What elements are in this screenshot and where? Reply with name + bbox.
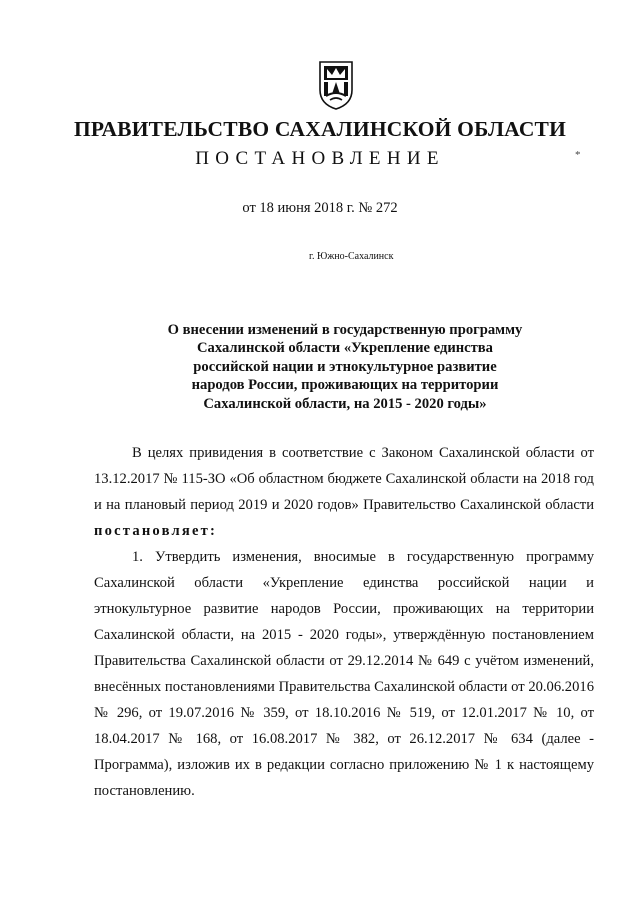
subject-line: народов России, проживающих на территории xyxy=(191,377,499,394)
city-line: г. Южно-Сахалинск xyxy=(309,251,394,262)
preamble-text: В целях привидения в соответствие с Законом Сахалинской области от 13.12.2017 № 115-ЗО «Об областном бюджете Сахалинской области на 2018 год и на плановый период 2019 и 2020 годов» Правительство Сахалинской области xyxy=(94,445,594,513)
clause-1-paragraph: 1. Утвердить изменения, вносимые в государственную программу Сахалинской области «Укрепление единства российской нации и этнокультурное развитие народов России, проживающих на территории Сахалинской области, на 2015 - 2020 годы», утверждённую постановлением Правительства Сахалинской области от 29.12.2014 № 649 с учётом изменений, внесённых постановлениями Правительства Сахалинской области от 20.06.2016 № 296, от 19.07.2016 № 359, от 18.10.2016 № 519, от 12.01.2017 № 10, от 18.04.2017 № 168, от 16.08.2017 № 382, от 26.12.2017 № 634 (далее - Программа), изложив их в редакции согласно приложению № 1 к настоящему постановлению. xyxy=(94,549,594,799)
subject-line: О внесении изменений в государственную программу xyxy=(167,322,523,338)
document-subject xyxy=(0,321,640,413)
corner-mark: * xyxy=(575,149,581,161)
document-type: ПОСТАНОВЛЕНИЕ xyxy=(195,148,445,169)
document-body xyxy=(94,440,594,804)
subject-line: Сахалинской области, на 2015 - 2020 годы» xyxy=(203,395,487,412)
subject-line: российской нации и этнокультурное развитие xyxy=(193,358,497,375)
subject-line: Сахалинской области «Укрепление единства xyxy=(197,340,493,357)
coat-of-arms-icon xyxy=(318,60,354,110)
preamble-paragraph xyxy=(94,440,594,544)
resolution-keyword: постановляет: xyxy=(94,523,218,539)
date-number-line: от 18 июня 2018 г. № 272 xyxy=(242,200,398,216)
organization-title: ПРАВИТЕЛЬСТВО САХАЛИНСКОЙ ОБЛАСТИ xyxy=(73,117,567,141)
